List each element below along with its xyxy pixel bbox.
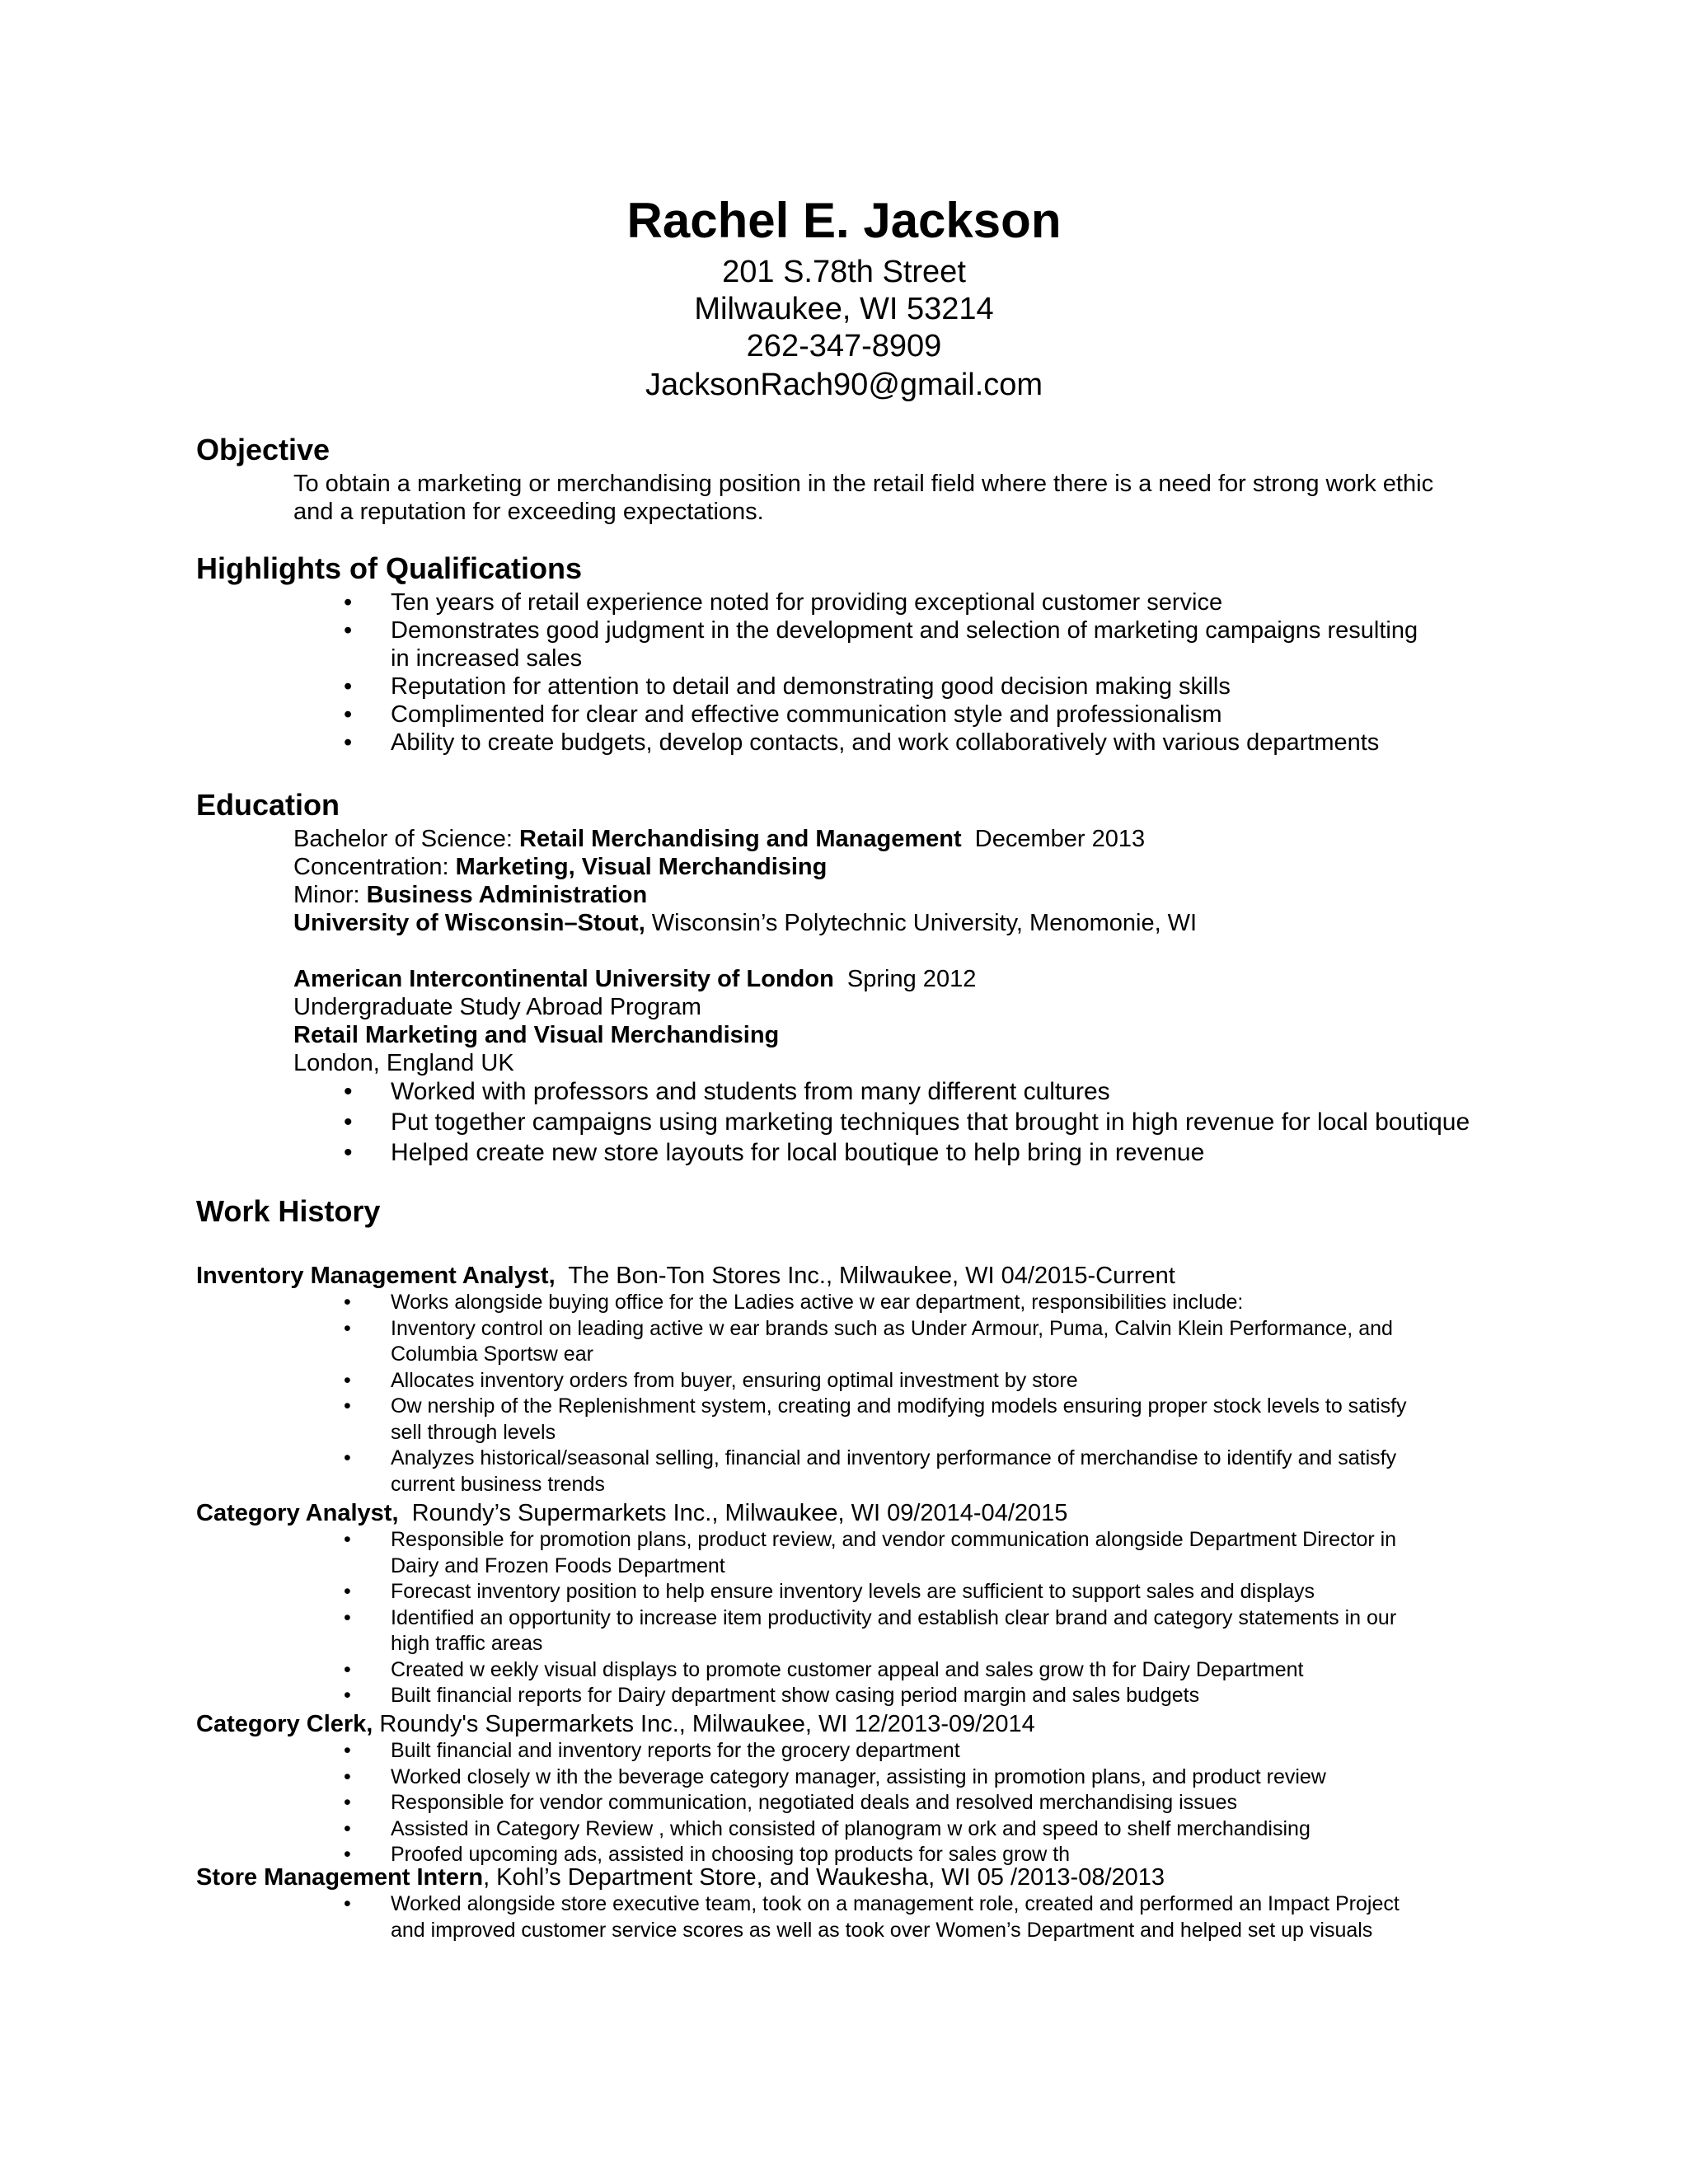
job-heading <box>196 1711 1035 1737</box>
abroad-school-name: American Intercontinental University of London <box>293 966 834 992</box>
bullet-icon: • <box>344 1684 351 1707</box>
bullet-icon: • <box>344 1528 351 1551</box>
bullet-icon: • <box>344 1843 351 1866</box>
job-title: Category Clerk, <box>196 1711 373 1737</box>
list-item: • Demonstrates good judgment in the development and selection of marketing campaigns resulting <box>344 617 1418 644</box>
list-item: • Built financial reports for Dairy department show casing period margin and sales budgets <box>293 1683 1396 1709</box>
bullet-icon: • <box>344 1657 351 1681</box>
resume-header <box>0 188 1688 404</box>
bullet-icon: • <box>344 729 353 756</box>
objective-heading: Objective <box>196 433 331 466</box>
bullet-icon: • <box>344 1139 353 1166</box>
bullet-icon: • <box>344 617 353 644</box>
list-item-continuation: high traffic areas <box>391 1632 543 1655</box>
job-details: The Bon-Ton Stores Inc., Milwaukee, WI 04/2015-Current <box>555 1263 1175 1289</box>
bullet-icon: • <box>344 1394 351 1418</box>
bullet-icon: • <box>344 1580 351 1603</box>
job-responsibilities <box>293 1290 1407 1497</box>
street-address: 201 S.78th Street <box>722 255 966 289</box>
list-item: • Built financial and inventory reports for the grocery department <box>293 1738 1326 1765</box>
job-responsibilities <box>293 1738 1326 1868</box>
bullet-icon: • <box>344 1739 351 1762</box>
list-item: • Worked closely w ith the beverage category manager, assisting in promotion plans, and product review <box>293 1765 1326 1791</box>
list-item: • Responsible for promotion plans, product review, and vendor communication alongside Department Director in <box>293 1527 1396 1554</box>
abroad-school-line: American Intercontinental University of London Spring 2012 <box>293 966 977 992</box>
degree-name: Retail Merchandising and Management <box>519 826 962 852</box>
bullet-icon: • <box>344 1078 353 1105</box>
job-details: , Kohl’s Department Store, and Waukesha, WI 05 /2013-08/2013 <box>483 1864 1165 1891</box>
objective-line: and a reputation for exceeding expectations. <box>293 499 764 525</box>
list-item: • Created w eekly visual displays to promote customer appeal and sales grow th for Dairy Department <box>293 1657 1396 1684</box>
degree-date: December 2013 <box>961 826 1146 852</box>
bullet-icon: • <box>344 1108 353 1136</box>
list-item: • Ability to create budgets, develop contacts, and work collaboratively with various departments <box>344 729 1380 756</box>
bullet-icon: • <box>344 589 353 616</box>
bullet-icon: • <box>344 673 353 700</box>
list-item-continuation: and improved customer service scores as well as took over Women’s Department and helped set up visuals <box>391 1918 1373 1942</box>
candidate-name: Rachel E. Jackson <box>626 193 1062 248</box>
job-details: Roundy's Supermarkets Inc., Milwaukee, WI 12/2013-09/2014 <box>373 1711 1035 1737</box>
list-item-continuation: in increased sales <box>391 645 583 672</box>
objective-text <box>293 470 1433 526</box>
qualifications-heading: Highlights of Qualifications <box>196 551 582 585</box>
bullet-icon: • <box>344 1765 351 1788</box>
bullet-icon: • <box>344 1892 351 1915</box>
qualifications-list <box>293 588 1418 757</box>
objective-line: To obtain a marketing or merchandising position in the retail field where there is a need for strong work ethic <box>293 471 1434 497</box>
job-details: Roundy’s Supermarkets Inc., Milwaukee, WI 09/2014-04/2015 <box>398 1500 1068 1526</box>
email-address: JacksonRach90@gmail.com <box>645 368 1043 402</box>
job-heading <box>196 1263 1175 1289</box>
bullet-icon: • <box>344 1291 351 1314</box>
job-title: Store Management Intern <box>196 1864 484 1891</box>
list-item: • Reputation for attention to detail and demonstrating good decision making skills <box>344 673 1231 700</box>
university-name: University of Wisconsin–Stout, <box>293 910 645 936</box>
list-item: • Worked alongside store executive team, took on a management role, created and performed an Impact Project <box>293 1891 1400 1918</box>
list-item: • Ow nership of the Replenishment system, creating and modifying models ensuring proper stock levels to satisfy <box>293 1394 1407 1420</box>
list-item: • Identified an opportunity to increase item productivity and establish clear brand and category statements in our <box>293 1605 1396 1632</box>
list-item: • Works alongside buying office for the Ladies active w ear department, responsibilities include: <box>293 1290 1407 1316</box>
job-responsibilities <box>293 1891 1400 1943</box>
education-bullets <box>293 1076 1470 1168</box>
list-item: • Ten years of retail experience noted for providing exceptional customer service <box>344 589 1223 616</box>
concentration-line: Concentration: Marketing, Visual Merchandising <box>293 854 828 880</box>
university-line: University of Wisconsin–Stout, Wisconsin’s Polytechnic University, Menomonie, WI <box>293 910 1198 936</box>
bullet-icon: • <box>344 1446 351 1469</box>
education-heading: Education <box>196 788 340 822</box>
job-heading <box>196 1500 1067 1526</box>
list-item-continuation: Dairy and Frozen Foods Department <box>391 1554 725 1577</box>
job-title: Category Analyst, <box>196 1500 399 1526</box>
list-item: • Forecast inventory position to help ensure inventory levels are sufficient to support sales and displays <box>293 1579 1396 1605</box>
list-item: • Put together campaigns using marketing techniques that brought in high revenue for local boutique <box>344 1108 1470 1136</box>
list-item: • Inventory control on leading active w ear brands such as Under Armour, Puma, Calvin Klein Performance, and <box>293 1316 1407 1343</box>
education-details <box>293 825 1197 1077</box>
list-item: • Analyzes historical/seasonal selling, financial and inventory performance of merchandise to identify and satisfy <box>293 1446 1407 1472</box>
bullet-icon: • <box>344 1368 351 1392</box>
bullet-icon: • <box>344 1316 351 1340</box>
city-state-zip: Milwaukee, WI 53214 <box>694 292 994 326</box>
list-item-continuation: sell through levels <box>391 1420 556 1444</box>
abroad-location-line: London, England UK <box>293 1050 514 1076</box>
work-history-heading: Work History <box>196 1194 381 1228</box>
bullet-icon: • <box>344 1816 351 1840</box>
bullet-icon: • <box>344 1605 351 1629</box>
list-item-continuation: Columbia Sportsw ear <box>391 1343 593 1366</box>
abroad-program-line: Undergraduate Study Abroad Program <box>293 994 701 1020</box>
list-item: • Assisted in Category Review , which consisted of planogram w ork and speed to shelf merchandising <box>293 1816 1326 1843</box>
abroad-focus-line: Retail Marketing and Visual Merchandising <box>293 1022 780 1048</box>
job-responsibilities <box>293 1527 1396 1709</box>
job-title: Inventory Management Analyst, <box>196 1263 556 1289</box>
list-item: • Responsible for vendor communication, negotiated deals and resolved merchandising issues <box>293 1790 1326 1816</box>
bullet-icon: • <box>344 701 353 728</box>
phone-number: 262-347-8909 <box>746 329 942 363</box>
list-item: • Worked with professors and students from many different cultures <box>344 1078 1110 1105</box>
list-item: • Allocates inventory orders from buyer, ensuring optimal investment by store <box>293 1368 1407 1394</box>
job-heading <box>196 1864 1165 1891</box>
list-item: • Helped create new store layouts for local boutique to help bring in revenue <box>344 1139 1205 1166</box>
list-item-continuation: current business trends <box>391 1472 605 1496</box>
bullet-icon: • <box>344 1791 351 1814</box>
minor-line: Minor: Business Administration <box>293 882 648 908</box>
list-item: • Proofed upcoming ads, assisted in choosing top products for sales grow th <box>293 1842 1326 1868</box>
list-item: • Complimented for clear and effective communication style and professionalism <box>344 701 1222 728</box>
degree-line: Bachelor of Science: Retail Merchandising and Management December 2013 <box>293 826 1146 852</box>
